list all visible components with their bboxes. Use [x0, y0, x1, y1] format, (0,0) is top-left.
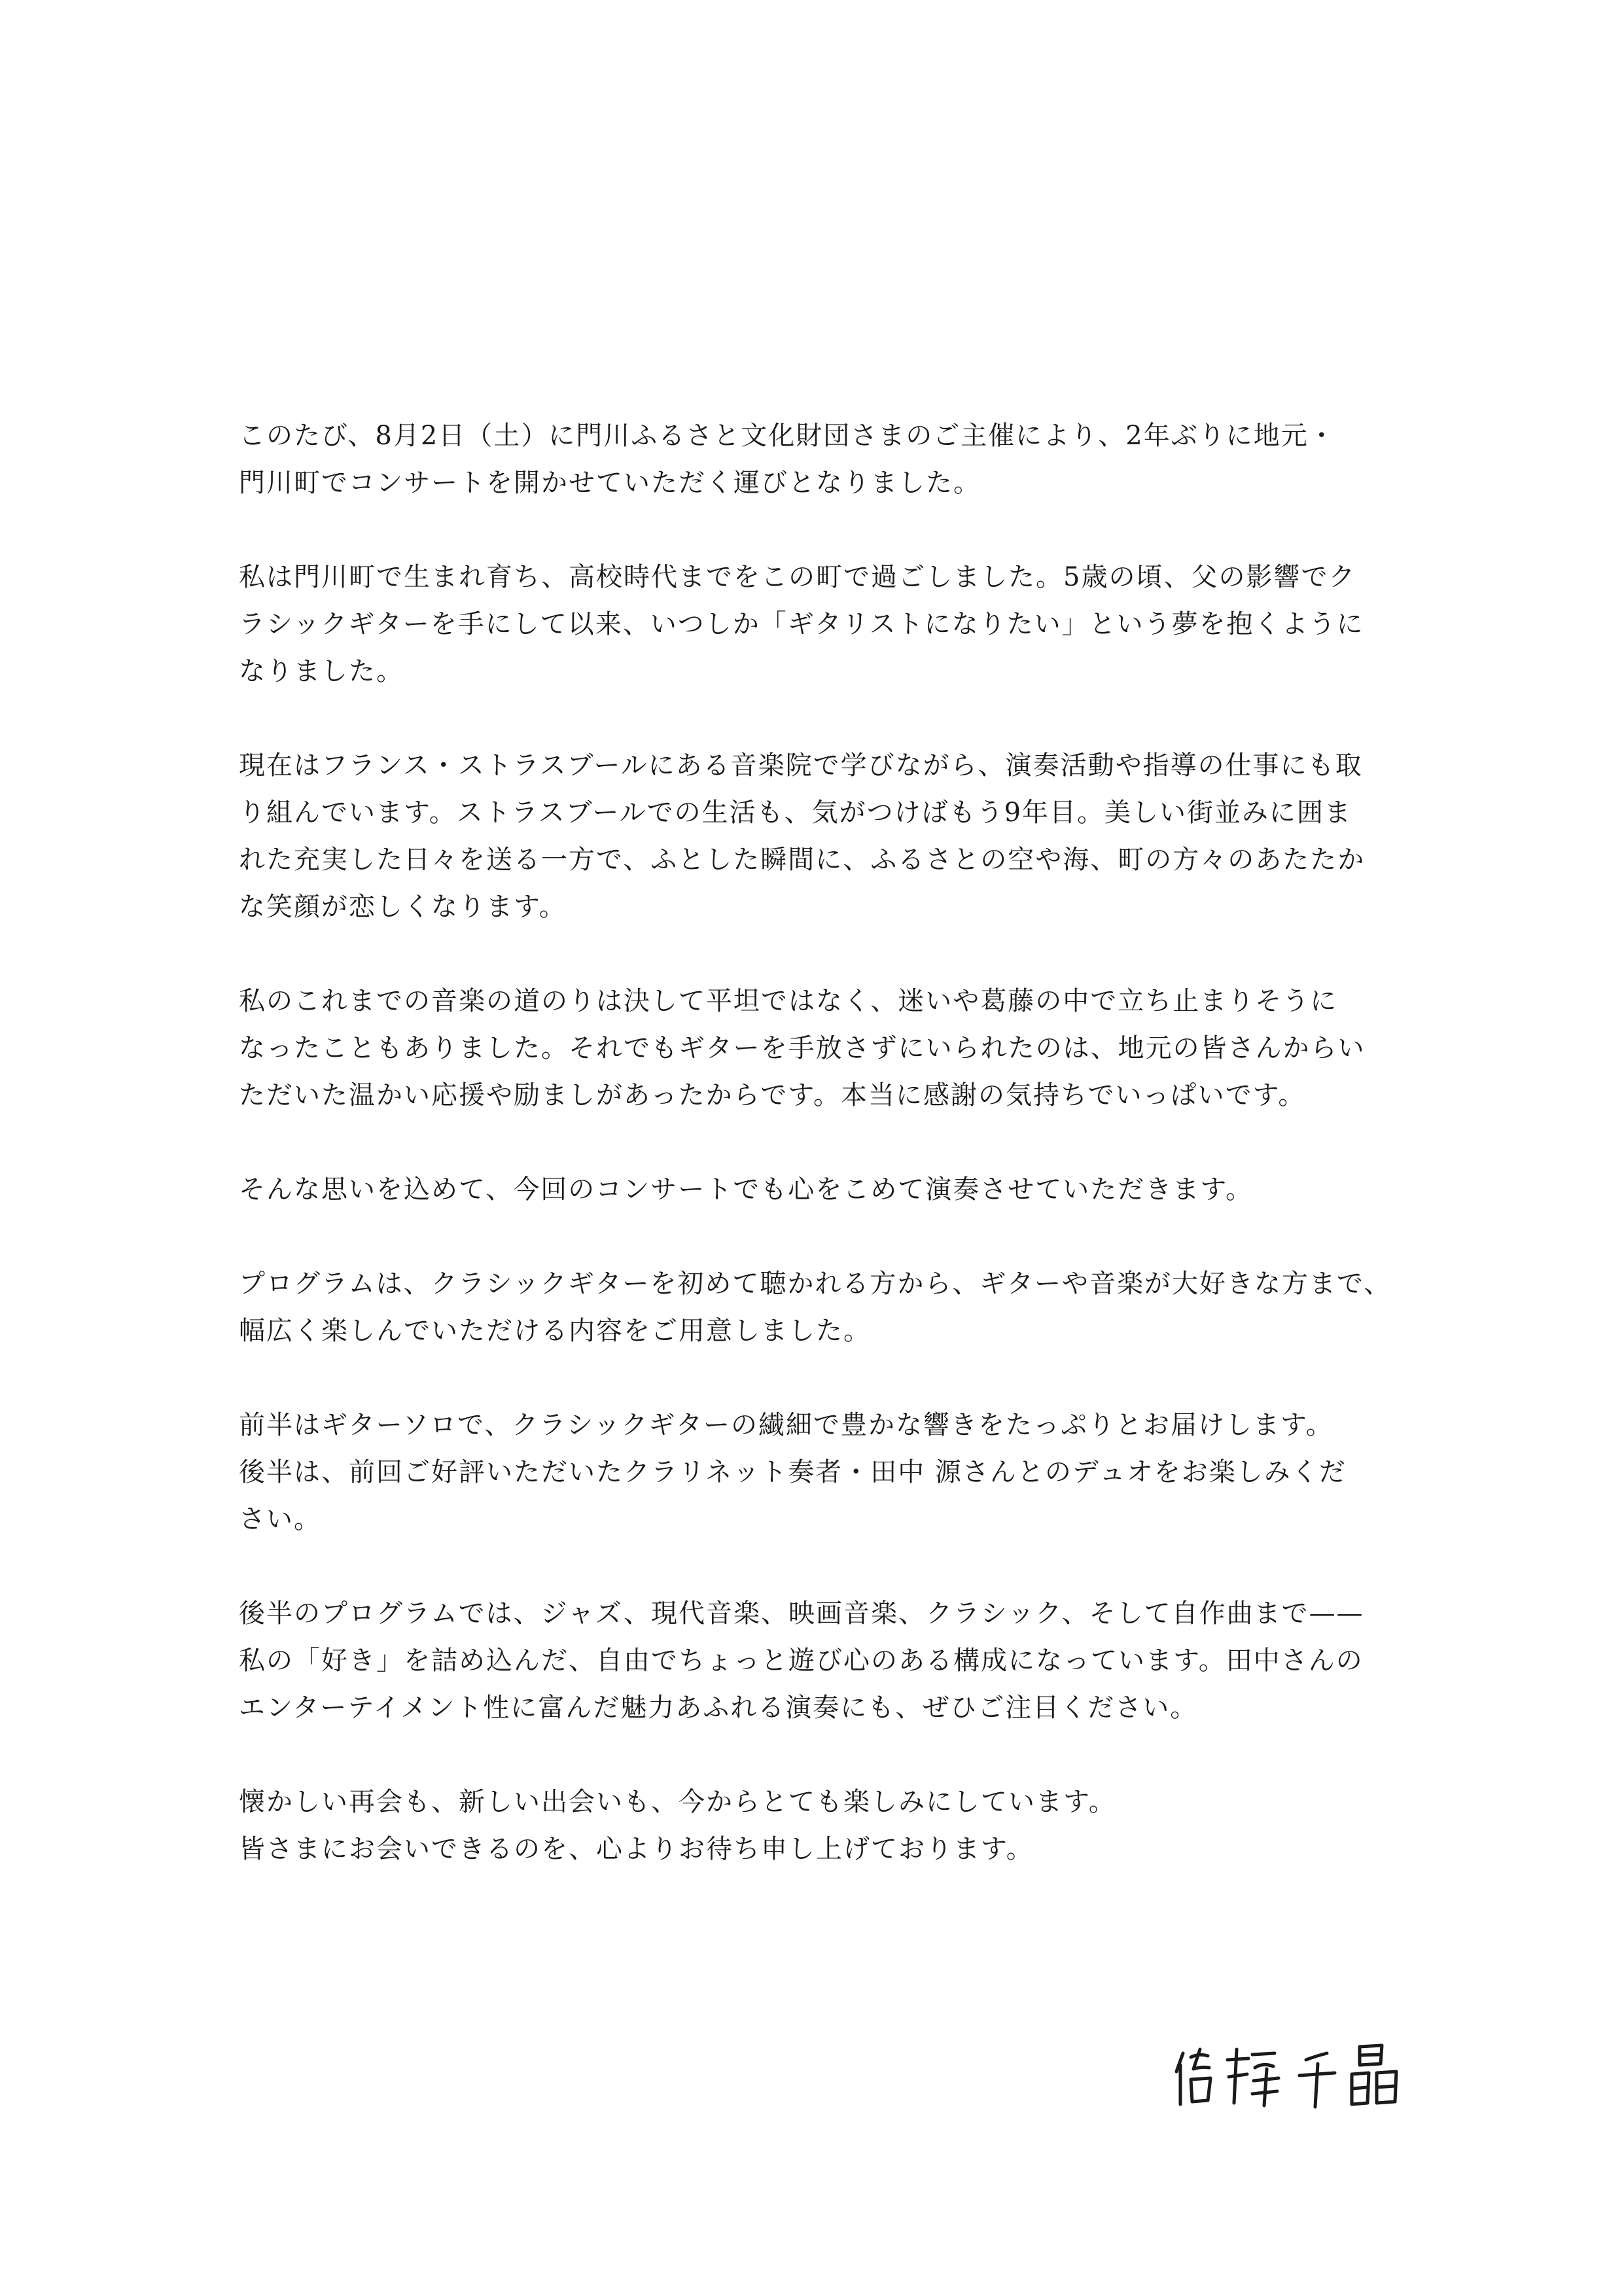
text-line: ただいた温かい応援や励ましがあったからです。本当に感謝の気持ちでいっぱいです。	[239, 1080, 1306, 1110]
text-line: なりました。	[239, 656, 404, 686]
paragraph-background	[239, 554, 1394, 695]
text-line: 私の「好き」を詰め込んだ、自由でちょっと遊び心のある構成になっています。田中さんの	[239, 1646, 1364, 1676]
text-line: 後半は、前回ご好評いただいたクラリネット奏者・田中 源さんとのデュオをお楽しみくだ	[239, 1457, 1347, 1487]
handwritten-signature	[1171, 2040, 1407, 2112]
text-line: 私のこれまでの音楽の道のりは決して平坦ではなく、迷いや葛藤の中で立ち止まりそうに	[239, 986, 1338, 1016]
paragraph-current-life	[239, 742, 1394, 930]
text-line: 懐かしい再会も、新しい出会いも、今からとても楽しみにしています。	[239, 1787, 1116, 1817]
text-line: 後半のプログラムでは、ジャズ、現代音楽、映画音楽、クラシック、そして自作曲まで——	[239, 1598, 1364, 1629]
text-line: ラシックギターを手にして以来、いつしか「ギタリストになりたい」という夢を抱くように	[239, 609, 1364, 639]
text-line: このたび、8月2日（土）に門川ふるさと文化財団さまのご主催により、2年ぶりに地元・	[239, 421, 1336, 451]
text-line: そんな思いを込めて、今回のコンサートでも心をこめて演奏させていただきます。	[239, 1174, 1253, 1205]
letter-body	[239, 412, 1394, 1920]
paragraph-program	[239, 1260, 1394, 1354]
text-line: 門川町でコンサートを開かせていただく運びとなりました。	[239, 468, 981, 498]
text-line: プログラムは、クラシックギターを初めて聴かれる方から、ギターや音楽が大好きな方まで、	[239, 1269, 1392, 1299]
text-line: り組んでいます。ストラスブールでの生活も、気がつけばもう9年目。美しい街並みに囲ま	[239, 798, 1352, 828]
paragraph-intent	[239, 1166, 1394, 1213]
paragraph-gratitude	[239, 978, 1394, 1119]
text-line: 皆さまにお会いできるのを、心よりお待ち申し上げております。	[239, 1834, 1034, 1864]
paragraph-program-halves	[239, 1402, 1394, 1543]
text-line: れた充実した日々を送る一方で、ふとした瞬間に、ふるさとの空や海、町の方々のあたたか	[239, 845, 1366, 875]
text-line: エンターテイメント性に富んだ魅力あふれる演奏にも、ぜひご注目ください。	[239, 1693, 1198, 1723]
paragraph-announcement	[239, 412, 1394, 506]
text-line: なったこともありました。それでもギターを手放さずにいられたのは、地元の皆さんからい	[239, 1033, 1366, 1063]
text-line: さい。	[239, 1504, 321, 1534]
text-line: な笑顔が恋しくなります。	[239, 892, 567, 922]
text-line: 現在はフランス・ストラスブールにある音楽院で学びながら、演奏活動や指導の仕事にも取	[239, 751, 1363, 781]
text-line: 幅広く楽しんでいただける内容をご用意しました。	[239, 1316, 871, 1346]
paragraph-closing	[239, 1778, 1394, 1873]
text-line: 前半はギターソロで、クラシックギターの繊細で豊かな響きをたっぷりとお届けします。	[239, 1410, 1333, 1440]
paragraph-second-half	[239, 1590, 1394, 1731]
text-line: 私は門川町で生まれ育ち、高校時代までをこの町で過ごしました。5歳の頃、父の影響でク	[239, 562, 1356, 592]
